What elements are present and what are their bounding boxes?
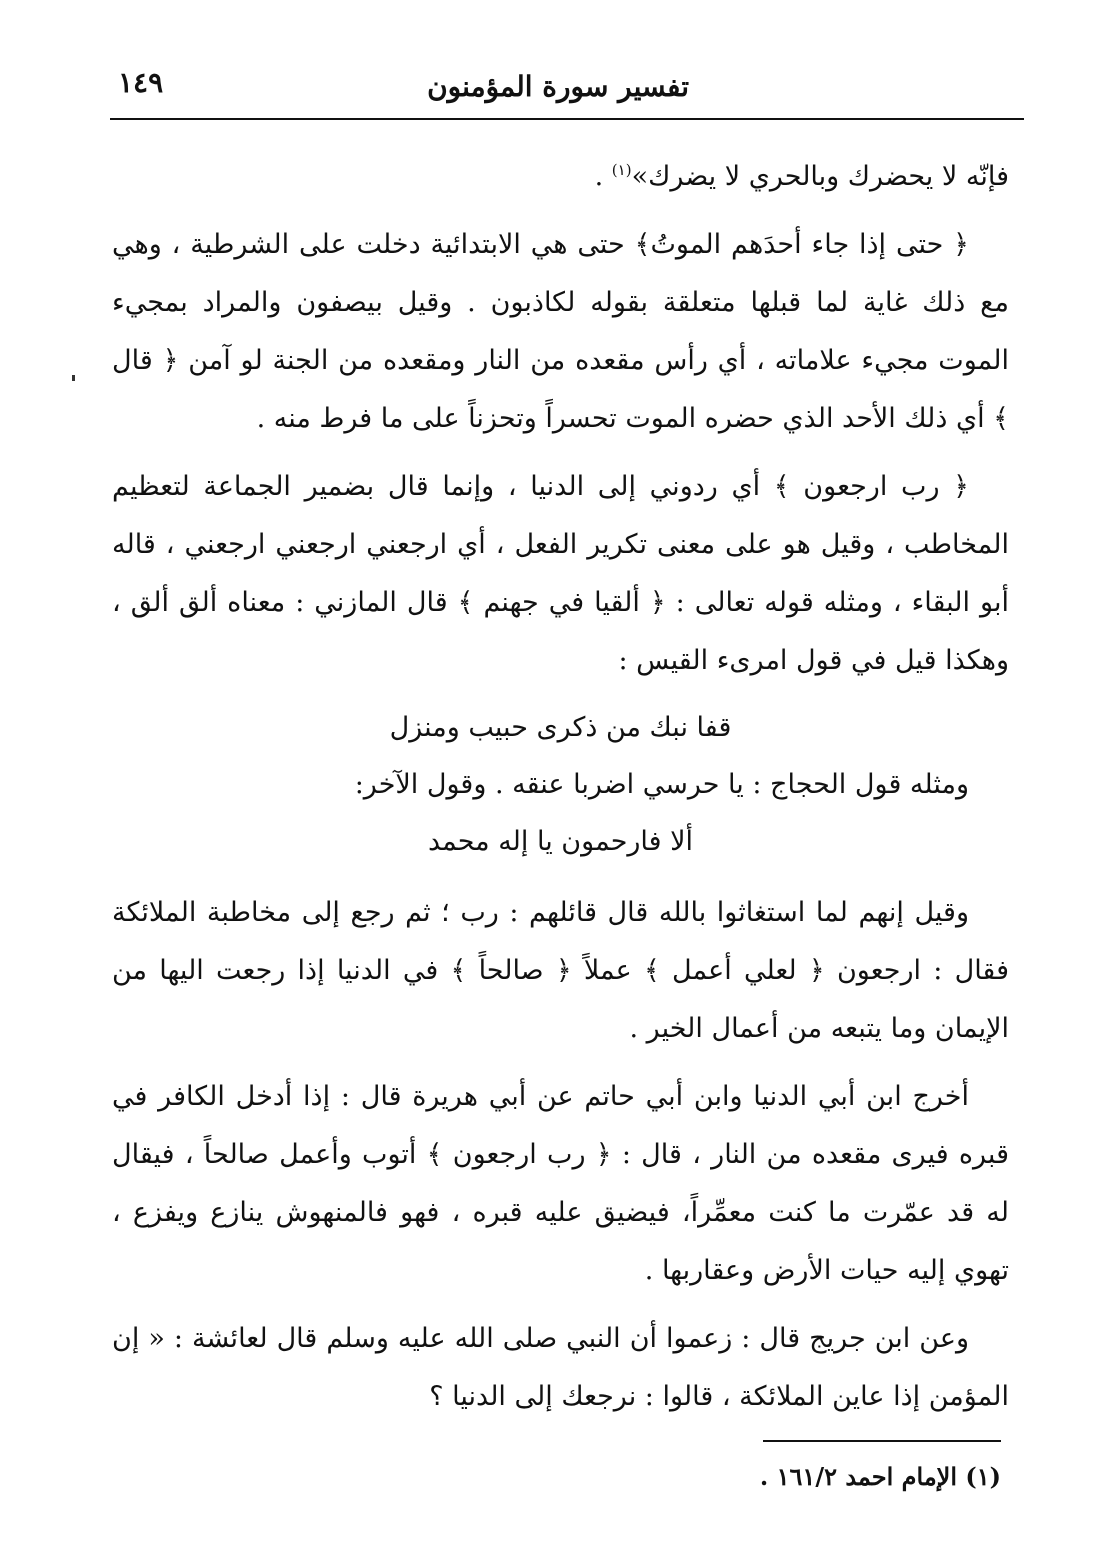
verse-1: قفا نبك من ذكرى حبيب ومنزل (389, 712, 732, 743)
footnote-rule (763, 1440, 1001, 1442)
paragraph-7: وعن ابن جريج قال : زعموا أن النبي صلى الله عليه وسلم قال لعائشة : « إن المؤمن إذا عاين الملائكة ، قالوا : نرجعك إلى الدنيا ؟ (112, 1323, 1009, 1412)
paragraph-2: ﴿ حتى إذا جاء أحدَهم الموتُ﴾ حتى هي الابتدائية دخلت على الشرطية ، وهي مع ذلك غاية لما قبلها متعلقة بقوله لكاذبون . وقيل بيصفون والمراد بمجيء الموت مجيء علاماته ، أي رأس مقعده من النار ومقعده من الجنة لو آمن ﴿ قال ﴾ أي ذلك الأحد الذي حضره الموت تحسراً وتحزناً على ما فرط منه . (112, 229, 1009, 434)
paragraph-1-end: . (594, 161, 612, 192)
paragraph-6: أخرج ابن أبي الدنيا وابن أبي حاتم عن أبي هريرة قال : إذا أدخل الكافر في قبره فيرى مقعده من النار ، قال : ﴿ رب ارجعون ﴾ أتوب وأعمل صالحاً ، فيقال له قد عمّرت ما كنت معمِّراً، فيضيق عليه قبره ، فهو فالمنهوش ينازع ويفزع ، تهوي إليه حيات الأرض وعقاربها . (112, 1081, 1009, 1286)
paragraph-1-text: فإنّه لا يحضرك وبالحري لا يضرك» (631, 161, 1009, 192)
verse-2: ألا فارحمون يا إله محمد (427, 826, 694, 857)
header-rule (110, 118, 1024, 120)
paragraph-5: وقيل إنهم لما استغاثوا بالله قال قائلهم : رب ؛ ثم رجع إلى مخاطبة الملائكة فقال : ارجعون ﴿ لعلي أعمل ﴾ عملاً ﴿ صالحاً ﴾ في الدنيا إذا رجعت اليها من الإيمان وما يتبعه من أعمال الخير . (112, 897, 1009, 1044)
footnote-1: (١) الإمام احمد ١٦١/٢ . (759, 1462, 1001, 1491)
page-number: ١٤٩ (118, 66, 164, 99)
paragraph-1 (112, 148, 1009, 206)
paragraph-3: ﴿ رب ارجعون ﴾ أي ردوني إلى الدنيا ، وإنما قال بضمير الجماعة لتعظيم المخاطب ، وقيل هو على معنى تكرير الفعل ، أي ارجعني ارجعني ارجعني ، قاله أبو البقاء ، ومثله قوله تعالى : ﴿ ألقيا في جهنم ﴾ قال المازني : معناه ألق ألق ، وهكذا قيل في قول امرىء القيس : (112, 471, 1009, 676)
page-body (112, 148, 1009, 1436)
footnote-ref-1: (١) (611, 161, 632, 179)
paragraph-4: ومثله قول الحجاج : يا حرسي اضربا عنقه . وقول الآخر: (354, 769, 969, 800)
running-title: تفسير سورة المؤمنون (427, 70, 689, 103)
page-header (118, 52, 1009, 104)
scan-mark (72, 375, 75, 381)
